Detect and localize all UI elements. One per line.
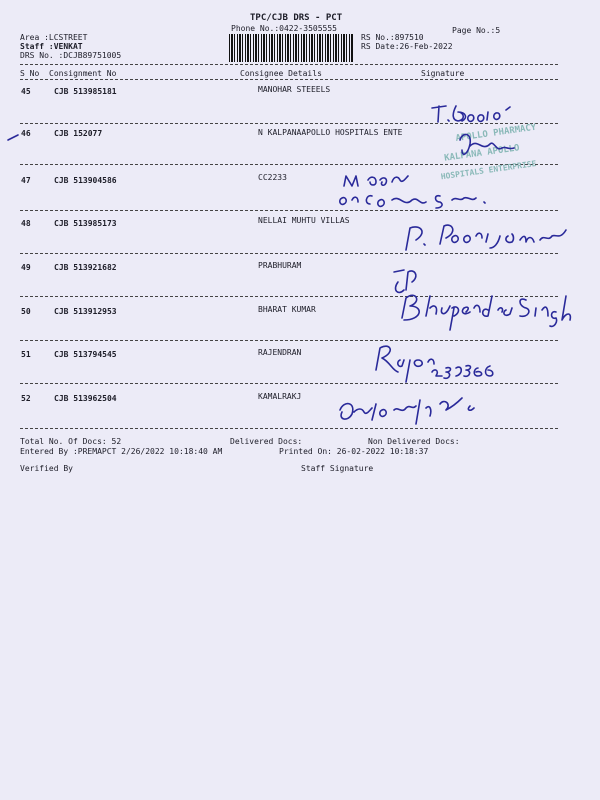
row-consignment-no: CJB 513794545 — [54, 350, 117, 359]
row-consignee: CC2233 — [258, 173, 287, 182]
staff-label: Staff :VENKAT — [20, 42, 83, 51]
row-consignee: NELLAI MUHTU VILLAS — [258, 216, 350, 225]
phone-number: Phone No.:0422-3505555 — [231, 24, 337, 33]
rs-date: RS Date:26-Feb-2022 — [361, 42, 453, 51]
row-consignee: MANOHAR STEEELS — [258, 85, 331, 94]
entered-by: Entered By :PREMAPCT 2/26/2022 10:18:40 AM — [20, 447, 223, 456]
row-consignment-no: CJB 513912953 — [54, 307, 117, 316]
row-consignee: KAMALRAKJ — [258, 392, 302, 401]
document-title: TPC/CJB DRS - PCT — [250, 13, 343, 23]
verified-by: Verified By — [20, 464, 73, 473]
printed-on: Printed On: 26-02-2022 10:18:37 — [279, 447, 429, 456]
row-consignee: BHARAT KUMAR — [258, 305, 316, 314]
row-consignee: N KALPANAAPOLLO HOSPITALS ENTE — [258, 128, 403, 137]
row-sno: 49 — [21, 263, 31, 272]
row-consignment-no: CJB 152077 — [54, 129, 103, 138]
row-sno: 48 — [21, 219, 31, 228]
row-sno: 46 — [21, 129, 31, 138]
delivered-docs: Delivered Docs: — [230, 437, 303, 446]
row-consignment-no: CJB 513985181 — [54, 87, 117, 96]
rs-number: RS No.:897510 — [361, 33, 424, 42]
row-consignee: RAJENDRAN — [258, 348, 302, 357]
total-docs: Total No. Of Docs: 52 — [20, 437, 122, 446]
page-number: Page No.:5 — [452, 26, 501, 35]
row-sno: 50 — [21, 307, 31, 316]
row-consignment-no: CJB 513962504 — [54, 394, 117, 403]
stamp-line: APOLLO PHARMACY — [455, 122, 537, 144]
non-delivered-docs: Non Delivered Docs: — [368, 437, 460, 446]
col-signature: Signature — [421, 69, 465, 78]
drs-number: DRS No. :DCJB89751005 — [20, 51, 122, 60]
stamp-line: KALPANA APOLLO — [443, 143, 521, 164]
row-consignee: PRABHURAM — [258, 261, 302, 270]
col-consignment: Consignment No — [49, 69, 117, 78]
col-consignee: Consignee Details — [240, 69, 322, 78]
row-consignment-no: CJB 513904586 — [54, 176, 117, 185]
col-sno: S No — [20, 69, 40, 78]
row-consignment-no: CJB 513921682 — [54, 263, 117, 272]
staff-signature-label: Staff Signature — [301, 464, 374, 473]
row-consignment-no: CJB 513985173 — [54, 219, 117, 228]
row-sno: 45 — [21, 87, 31, 96]
row-sno: 52 — [21, 394, 31, 403]
row-sno: 47 — [21, 176, 31, 185]
area-label: Area :LCSTREET — [20, 33, 88, 42]
row-sno: 51 — [21, 350, 31, 359]
stamp-line: HOSPITALS ENTERPRISE — [440, 159, 537, 182]
